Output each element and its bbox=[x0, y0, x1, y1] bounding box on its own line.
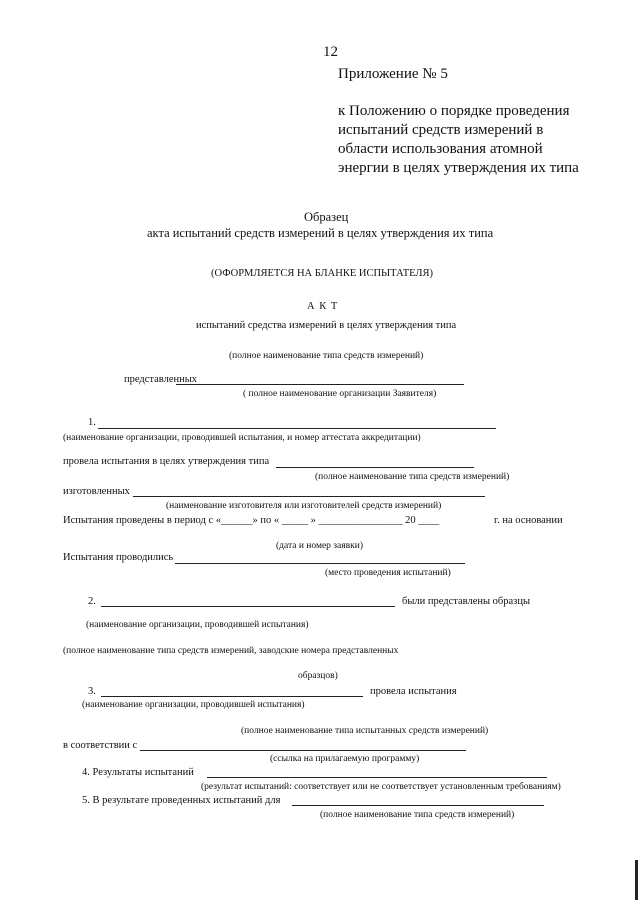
appendix-ref-line-1: к Положению о порядке проведения bbox=[338, 103, 570, 119]
act-subtitle: испытаний средства измерений в целях утверждения типа bbox=[196, 320, 457, 331]
page-number: 12 bbox=[323, 44, 338, 60]
item2-hint-3: образцов) bbox=[298, 671, 338, 681]
item5-hint: (полное наименование типа средств измерений) bbox=[320, 810, 515, 820]
item1-basis: г. на основании bbox=[494, 515, 563, 526]
presented-hint: ( полное наименование организации Заявителя) bbox=[243, 389, 437, 399]
item2-hint-2: (полное наименование типа средств измерений, заводские номера представленных bbox=[63, 646, 399, 656]
item1-made-hint: (наименование изготовителя или изготовителей средств измерений) bbox=[166, 501, 442, 511]
item3-number: 3. bbox=[88, 686, 96, 697]
item2-hint-1: (наименование организации, проводившей испытания) bbox=[86, 620, 309, 630]
sample-subheading: акта испытаний средств измерений в целях утверждения их типа bbox=[147, 226, 494, 240]
scan-edge-mark bbox=[635, 860, 638, 900]
item3-line bbox=[101, 696, 363, 697]
presented-label: представленных bbox=[124, 374, 198, 385]
item1-place-line bbox=[175, 563, 465, 564]
item1-period: Испытания проведены в период с «______» по « _____ » ________________ 20 ____ bbox=[63, 515, 440, 526]
item1-made-line bbox=[133, 496, 485, 497]
item5-line bbox=[292, 805, 544, 806]
item1-tested-hint: (полное наименование типа средств измерений) bbox=[315, 472, 510, 482]
appendix-ref-line-2: испытаний средств измерений в bbox=[338, 122, 544, 138]
item1-place-label: Испытания проводились bbox=[63, 552, 174, 563]
form-note: (ОФОРМЛЯЕТСЯ НА БЛАНКЕ ИСПЫТАТЕЛЯ) bbox=[211, 268, 434, 279]
item3-accord-hint: (ссылка на прилагаемую программу) bbox=[270, 754, 420, 764]
item5-label: 5. В результате проведенных испытаний для bbox=[82, 795, 281, 806]
item1-number: 1. bbox=[88, 417, 96, 428]
item4-hint: (результат испытаний: соответствует или не соответствует установленным требованиям) bbox=[201, 782, 561, 792]
item1-tested-line bbox=[276, 467, 474, 468]
item1-made-label: изготовленных bbox=[63, 486, 130, 497]
item1-hint: (наименование организации, проводившей испытания, и номер аттестата аккредитации) bbox=[63, 433, 421, 443]
presented-line bbox=[176, 384, 464, 385]
item4-label: 4. Результаты испытаний bbox=[82, 767, 194, 778]
appendix-ref-line-4: энергии в целях утверждения их типа bbox=[338, 160, 579, 176]
item1-line bbox=[98, 428, 496, 429]
item4-line bbox=[207, 777, 547, 778]
act-type-hint: (полное наименование типа средств измерений) bbox=[229, 351, 424, 361]
item3-hint-1: (наименование организации, проводившей испытания) bbox=[82, 700, 305, 710]
item2-number: 2. bbox=[88, 596, 96, 607]
item1-date-hint: (дата и номер заявки) bbox=[276, 541, 363, 551]
item3-accord-line bbox=[140, 750, 466, 751]
appendix-ref-line-3: области использования атомной bbox=[338, 141, 543, 157]
item3-accord-label: в соответствии с bbox=[63, 740, 138, 751]
item3-hint-2: (полное наименование типа испытанных средств измерений) bbox=[241, 726, 489, 736]
sample-heading: Образец bbox=[304, 210, 349, 224]
act-title: А К Т bbox=[307, 301, 339, 312]
item1-place-hint: (место проведения испытаний) bbox=[325, 568, 451, 578]
item3-text: провела испытания bbox=[370, 686, 457, 697]
item2-line bbox=[101, 606, 395, 607]
item1-tested-label: провела испытания в целях утверждения типа bbox=[63, 456, 270, 467]
appendix-title: Приложение № 5 bbox=[338, 66, 448, 82]
item2-text: были представлены образцы bbox=[402, 596, 530, 607]
